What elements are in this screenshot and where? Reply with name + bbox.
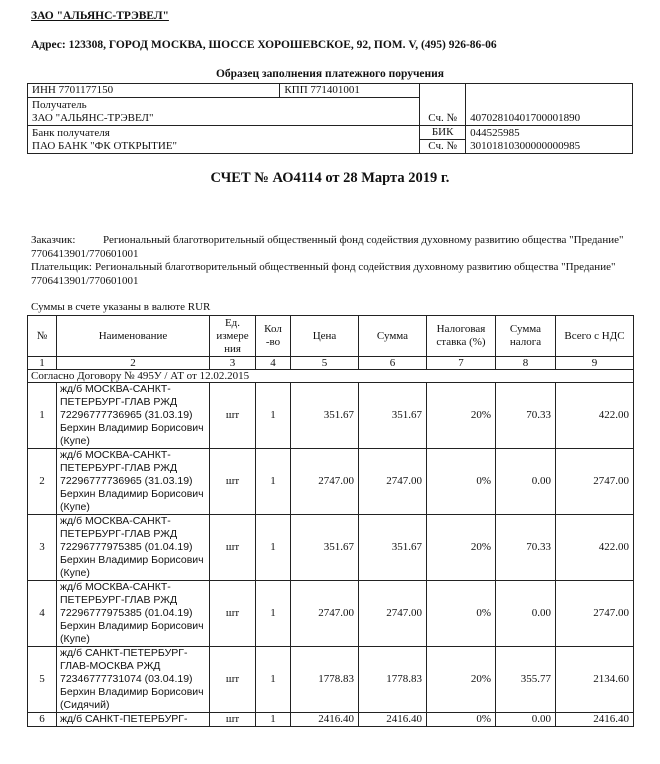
header-number: № bbox=[28, 316, 57, 357]
header-tax-sum: Сумма налога bbox=[496, 316, 556, 357]
recipient-bank bbox=[28, 126, 420, 154]
bank-name: ПАО БАНК "ФК ОТКРЫТИЕ" bbox=[32, 140, 178, 152]
recipient-label: Получатель bbox=[32, 99, 87, 111]
company-address: Адрес: 123308, ГОРОД МОСКВА, ШОССЕ ХОРОШЕВСКОЕ, 92, ПОМ. V, (495) 926-86-06 bbox=[31, 39, 497, 51]
customer-value: Региональный благотворительный общественный фонд содействия духовному развитию общества "Предание" 7706413901/770601001 bbox=[31, 234, 624, 260]
header-sum: Сумма bbox=[359, 316, 427, 357]
header-name: Наименование bbox=[57, 316, 210, 357]
company-name: ЗАО "АЛЬЯНС-ТРЭВЕЛ" bbox=[31, 10, 169, 22]
header-unit: Ед. измере ния bbox=[210, 316, 256, 357]
bank-label: Банк получателя bbox=[32, 127, 110, 139]
corr-account-value: 30101810300000000985 bbox=[466, 140, 633, 154]
contract-row bbox=[28, 370, 634, 383]
table-row: 4 жд/б МОСКВА-САНКТ-ПЕТЕРБУРГ-ГЛАВ РЖД 72296777975385 (01.04.19) Берхин Владимир Борисович (Купе) шт 1 2747.00 2747.00 0% 0.00 2747.00 bbox=[28, 581, 634, 647]
payer-label: Плательщик: bbox=[31, 261, 92, 273]
bik-value: 044525985 bbox=[466, 126, 633, 140]
table-row: 6 жд/б САНКТ-ПЕТЕРБУРГ- шт 1 2416.40 2416.40 0% 0.00 2416.40 bbox=[28, 713, 634, 727]
account-number: 40702810401700001890 bbox=[466, 98, 633, 126]
header-tax-rate: Налоговая ставка (%) bbox=[427, 316, 496, 357]
header-price: Цена bbox=[291, 316, 359, 357]
customer-line bbox=[31, 234, 631, 261]
table-row: 3 жд/б МОСКВА-САНКТ-ПЕТЕРБУРГ-ГЛАВ РЖД 72296777975385 (01.04.19) Берхин Владимир Борисович (Купе) шт 1 351.67 351.67 20% 70.33 422.00 bbox=[28, 515, 634, 581]
corr-account-label: Сч. № bbox=[420, 140, 466, 154]
invoice-parties bbox=[31, 234, 631, 288]
invoice-title: СЧЕТ № АО4114 от 28 Марта 2019 г. bbox=[210, 170, 450, 186]
payment-sample-title: Образец заполнения платежного поручения bbox=[215, 68, 445, 80]
inn: ИНН 7701177150 bbox=[28, 84, 280, 98]
header-total: Всего с НДС bbox=[556, 316, 634, 357]
currency-note: Суммы в счете указаны в валюте RUR bbox=[31, 301, 211, 313]
payment-details-table bbox=[27, 83, 633, 154]
payer-value: Региональный благотворительный общественный фонд содействия духовному развитию общества "Предание" 7706413901/770601001 bbox=[31, 261, 616, 287]
bik-label: БИК bbox=[420, 126, 466, 140]
column-numbers-row: 1 2 3 4 5 6 7 8 9 bbox=[28, 357, 634, 370]
account-label: Сч. № bbox=[420, 98, 466, 126]
kpp: КПП 771401001 bbox=[280, 84, 420, 98]
recipient-name: ЗАО "АЛЬЯНС-ТРЭВЕЛ" bbox=[32, 112, 154, 124]
invoice-items-table bbox=[27, 315, 634, 727]
payer-line bbox=[31, 261, 631, 288]
table-row: 1 жд/б МОСКВА-САНКТ-ПЕТЕРБУРГ-ГЛАВ РЖД 72296777736965 (31.03.19) Берхин Владимир Борисович (Купе) шт 1 351.67 351.67 20% 70.33 422.00 bbox=[28, 383, 634, 449]
table-row: 5 жд/б САНКТ-ПЕТЕРБУРГ-ГЛАВ-МОСКВА РЖД 72346777731074 (03.04.19) Берхин Владимир Борисович (Сидячий) шт 1 1778.83 1778.83 20% 355.77 2134.60 bbox=[28, 647, 634, 713]
header-qty: Кол -во bbox=[256, 316, 291, 357]
contract-reference: Согласно Договору № 495У / АТ от 12.02.2015 bbox=[28, 370, 634, 383]
recipient bbox=[28, 98, 420, 126]
table-row: 2 жд/б МОСКВА-САНКТ-ПЕТЕРБУРГ-ГЛАВ РЖД 72296777736965 (31.03.19) Берхин Владимир Борисович (Купе) шт 1 2747.00 2747.00 0% 0.00 2747.00 bbox=[28, 449, 634, 515]
customer-label: Заказчик: bbox=[31, 234, 76, 246]
